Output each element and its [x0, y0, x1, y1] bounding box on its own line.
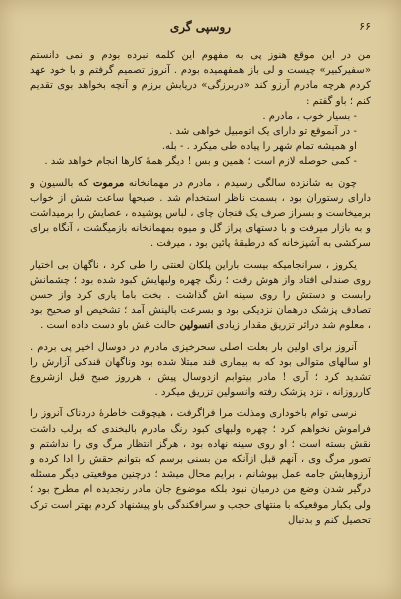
dialogue-line: - کمی حوصله لازم است ؛ همین و بس ! دیگر همهٔ کارها انجام خواهد شد . [44, 156, 357, 168]
paragraph: یکروز ، سرانجامیکه بیست باراین پلکان لعنتی را طی کرد ، ناگهان بی اختیار روی صندلی افتاد واز هوش رفت ؛ رنگ چهره ولبهایش کبود شده بود ؛ چشمانش رابست و دستش را روی سینه اش گذاشت . بخت باما یاری کرد واز حسن تصادف پزشک درهمان نزدیکی بود و بسرعت بالینش آمد ؛ تشخیص او صحیح بود ، معلوم شد دراثر تزریق مقدار زیادی انسولین حالت غش باو دست داده است . [30, 259, 371, 332]
bold-term: مرموت [92, 176, 125, 189]
dialogue-line: او همیشه تمام شهر را پیاده طی میکرد . - بله. [161, 141, 357, 153]
body-text [30, 48, 371, 588]
page-header [30, 18, 371, 40]
paragraph: چون به شانزده سالگی رسیدم ، مادرم در مهمانخانه مرموت که بالسیون و دارای رستوران بود ، بسمت ناظر استخدام شد . صبحها ساعت شش از خواب برمیخاست و بسراز صرف یک فنجان چای ، لباس پوشیده ، عصایش را برمیداشت و به بازار میرفت و با دستهای پراز گل و میوه بمهمانخانه بازمیگشت ، آنگاه برای سرکشی به آشپزخانه که درطبقهٔ پائین بود ، میرفت . [30, 176, 371, 250]
running-title: روسپی گری [169, 20, 232, 34]
page-number: ۶۶ [359, 20, 371, 33]
paragraph: من در این موقع هنوز پی به مفهوم این کلمه نبرده بودم و نمی دانستم «سفیرکبیر» چیست و لی باز همفهمیده بودم . آنروز تصمیم گرفتم و با خود عهد کردم هرچه مادرم آرزو کند «دربرزگی» دریابش برزم و آنچه بخواهد بوی تقدیم کنم ؛ باو گفتم : [30, 50, 371, 107]
dialogue-line: - بسیار خوب ، مادرم . [262, 110, 357, 122]
dialogue-line: - در آنموقع تو دارای یک اتومبیل خواهی شد . [169, 126, 357, 138]
paragraph: نرسی توام باخوداری ومذلت مرا فراگرفت ، هیچوقت خاطرهٔ دردناک آنروز را فراموش نخواهم کرد ؛ چهره ولبهای کبود رنگ مادرم بالبخندی که برلب داشت نقش بسته است ؛ او روی سینه نهاده بود ، هرگز انتظار مرگ وی را نداشتم و تصور مرگ وی ، آنهم قبل ازآنکه من بسنی برسم که بتوانم حقش را ادا کرده و آرزوهایش جامه عمل بپوشانم ، برایم محال میشد ؛ درچنین موقعیتی دیگر مسئله درگیر شدن وضع من درمیان نبود بلکه موضوع جان مادر رنجدیده ام مطرح بود ؛ ولی یکبار موقعیکه با منتهای حجب و سرافکندگی باو پیشنهاد کردم بهتر است ترک تحصیل کنم و بدنبال [30, 408, 371, 526]
paragraph: آنروز برای اولین بار بعلت اصلی سحرخیزی مادرم در دوسال اخیر پی بردم . او سالهای متوالی بود که به بیماری قند مبتلا شده بود وناگهان قندکی آزارش را تشدید کرد ؛ آری ! مادر بیتوابم ازدوسال پیش ، هرروز صبح قبل ازشروع کارروزانه ، نزد پزشک رفته وانسولین تزریق میکرد . [30, 341, 371, 399]
bold-term: انسولین [179, 319, 214, 332]
